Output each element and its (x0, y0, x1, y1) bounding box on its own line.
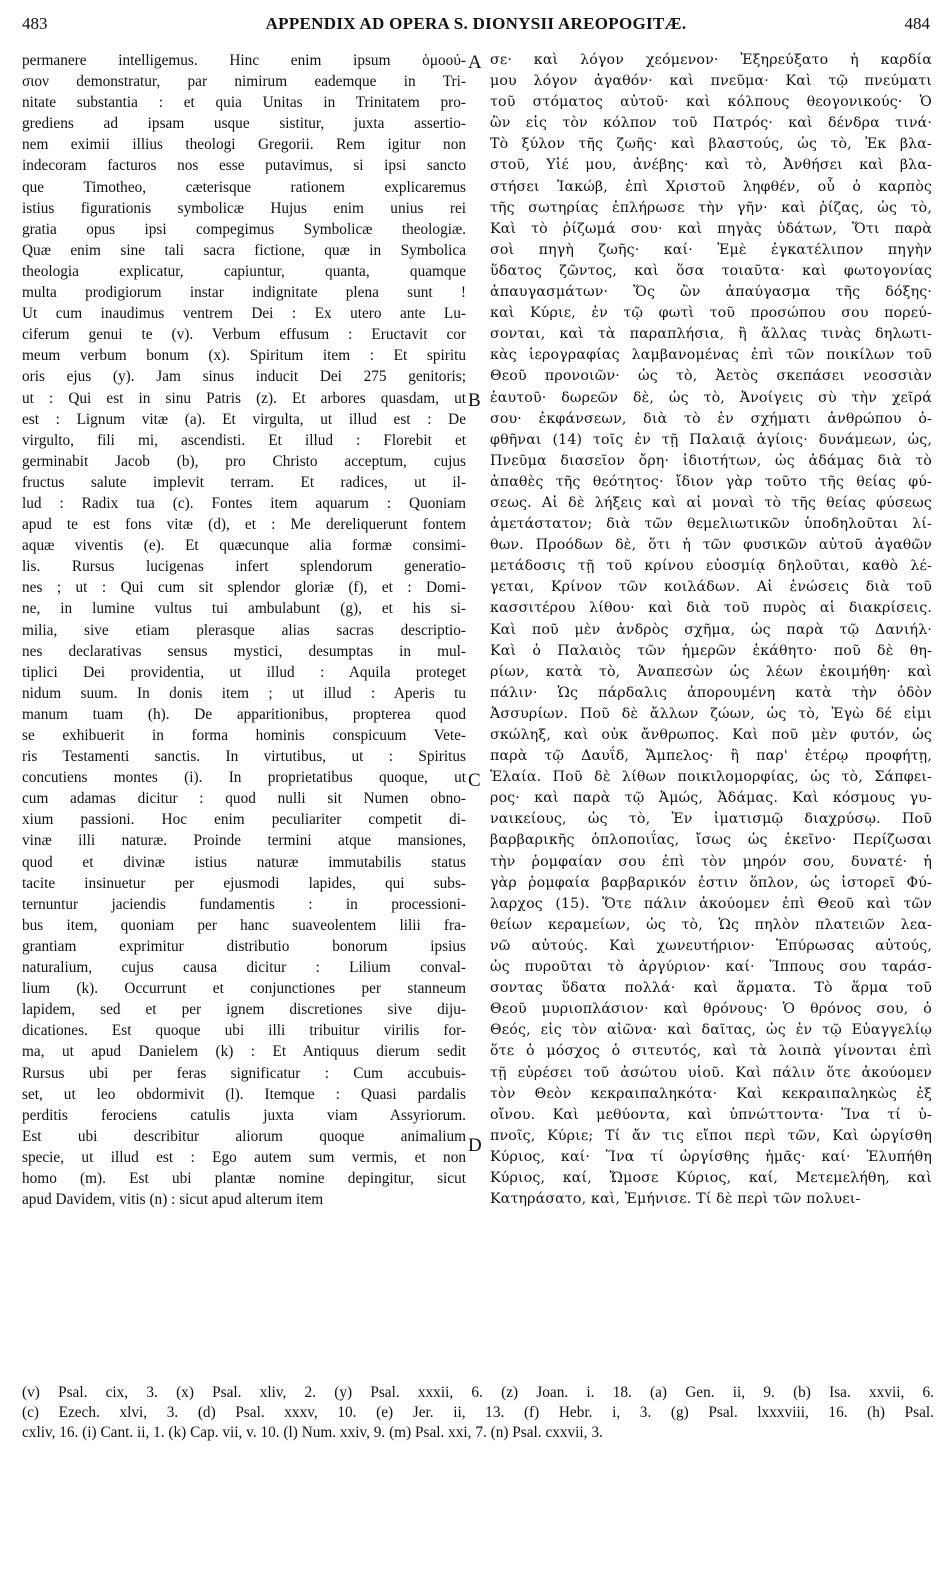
margin-marker-a: A (468, 52, 482, 73)
text-line: ναικείους, ὡς τὸ, Ἐν ἱματισμῷ διαχρύσῳ. Ποῦ (490, 811, 932, 828)
text-line: se exhibuerit in forma hominis conspicuum Vete- (22, 727, 466, 744)
text-line: ἑαυτοῦ· δωρεῶν δὲ, ὡς τὸ, Ἀνοίγεις σὺ τὴν χεῖρά (490, 389, 932, 406)
text-line: ternuntur jaciendis fundamentis : in processioni- (22, 895, 466, 913)
greek-column (490, 50, 932, 1210)
footnotes (22, 1383, 934, 1443)
text-line: istius figurationis symbolicæ Hujus enim unius rei (22, 199, 466, 217)
text-line: vinæ illi naturæ. Proinde termini atque mansiones, (22, 832, 466, 850)
text-line: grediens ad ipsam usque sistitur, juxta assertio- (22, 115, 466, 133)
text-line: indecoram facturos nos esse putavimus, si ipsi sancto (22, 157, 466, 175)
text-line: Καὶ τὸ ῥίζωμά σου· καὶ πηγὰς ὑδάτων, Ὅτι παρὰ (490, 220, 932, 237)
text-line: set, ut leo obdormivit (l). Itemque : Quasi pardalis (22, 1085, 466, 1103)
text-line: germinabit Jacob (b), pro Christo acceptum, cujus (22, 452, 466, 470)
text-line: naturalium, cujus causa dicitur : Lilium conval- (22, 959, 466, 977)
text-line: apud Davidem, vitis (n) : sicut apud alterum item (22, 1191, 324, 1209)
text-line: κὰς ἱερογραφίας λαμβανομένας ἐπὶ τῶν ποικίλων τοῦ (490, 347, 932, 364)
text-line: lis. Rursus lucigenas infert splendorum generatio- (22, 558, 466, 576)
latin-column (22, 50, 466, 1210)
text-line: grantiam exprimitur distributio bonorum ipsius (22, 937, 466, 955)
text-line: est : Lignum vitæ (a). Et virgulta, ut illud est : De (22, 410, 466, 428)
margin-marker-d: D (468, 1135, 482, 1156)
text-line: fructus salute implevit terram. Et radices, ut il- (22, 473, 466, 491)
text-line: que Timotheo, cæterisque rationem explicaremus (22, 178, 466, 196)
page-number-left: 483 (22, 14, 48, 33)
text-line: quod et divinæ istius naturæ immutabilis status (22, 853, 466, 871)
text-line: Τὸ ξύλον τῆς ζωῆς· καὶ βλαστούς, ὡς τὸ, Ἐκ βλα- (490, 136, 932, 153)
text-line: ἀμετάστατον; διὰ τῶν θεμελιωτικῶν ὑποδηλοῦται λί- (490, 516, 932, 533)
text-line: καὶ Κύριε, ἐν τῷ φωτὶ τοῦ προσώπου σου πορεύ- (490, 305, 932, 322)
text-line: theologia explicatur, capiuntur, quanta, quamque (22, 262, 466, 280)
text-line: Ut cum inaudimus ventrem Dei : Ex utero ante Lu- (22, 305, 466, 323)
footnote-line: (v) Psal. cix, 3. (x) Psal. xliv, 2. (y) Psal. xxxii, 6. (z) Joan. i. 18. (a) Gen. ii, 9. (b) Isa. xxvii, 6. (22, 1384, 934, 1401)
text-line: σοὶ πηγὴ ζωῆς· καί· Ἐμὲ ἐγκατέλιπον πηγὴν (490, 241, 932, 258)
footnote-line: (c) Ezech. xlvi, 3. (d) Psal. xxxv, 10. (e) Jer. ii, 13. (f) Hebr. i, 3. (g) Psal. lxxxviii, 16. (h) Psal. (22, 1404, 934, 1421)
text-line: bus item, quoniam per hanc suaveolentem lilii fra- (22, 916, 466, 934)
margin-marker-b: B (468, 390, 481, 411)
text-line: Θεοῦ μυριοπλάσιον· καὶ θρόνους· Ὁ θρόνος σου, ὁ (490, 1001, 932, 1018)
text-line: Ἀσσυρίων. Ποῦ δὲ ἄλλων ζώων, ὡς τὸ, Ἐγὼ δέ εἰμι (490, 705, 932, 722)
text-line: οἴνου. Καὶ μεθύοντα, καὶ ὑπνώττοντα· Ἵνα τί ὑ- (490, 1106, 932, 1123)
text-line: ρος· καὶ παρὰ τῷ Ἀμώς, Ἀδάμας. Καὶ κόσμους γυ- (490, 790, 932, 807)
text-line: milia, sive etiam plerasque alias sacras descriptio- (22, 621, 466, 639)
text-line: στήσει Ἰακώβ, ἐπὶ Χριστοῦ ληφθέν, οὗ ὁ καρπὸς (490, 178, 932, 195)
text-line: τοῦ στόματος αὐτοῦ· καὶ κόλπους θεογονικούς· Ὁ (490, 94, 932, 111)
text-line: nes declarativas sensus mystici, desumptas in mul- (22, 642, 466, 660)
text-line: σεως. Αἱ δὲ λήξεις καὶ αἱ μοναὶ τὸ τῆς θείας φύσεως (490, 494, 932, 511)
text-line: στοῦ, Υἱέ μου, ἀνέβης· καὶ τὸ, Ἀνθήσει καὶ βλα- (490, 157, 932, 174)
text-line: τὸν Θεὸν κεκραιπαληκότα· Καὶ κεκραιπαληκὼς ἐξ (490, 1085, 932, 1102)
text-line: μου λόγον ἀγαθόν· καὶ πνεῦμα· Καὶ τῷ πνεύματι (490, 73, 932, 90)
margin-marker-c: C (468, 770, 481, 791)
text-line: homo (m). Est ubi plantæ nomine depingitur, sicut (22, 1169, 466, 1187)
text-line: concutiens montes (i). In proprietatibus quoque, ut (22, 769, 466, 787)
text-line: ut : Qui est in sinu Patris (z). Et arbores quasdam, ut (22, 389, 466, 407)
page-header (22, 14, 930, 40)
text-line: ma, ut apud Danielem (k) : Et Antiquus dierum sedit (22, 1043, 466, 1061)
text-line: βαρβαρικῆς ὁπλοποιΐας, ἴσως ὡς ἐκεῖνο· Περίζωσαι (490, 832, 932, 849)
text-line: oris ejus (y). Jam sinus inducit Dei 275 genitoris; (22, 368, 466, 386)
text-line: σκώληξ, καὶ οὐκ ἄνθρωπος. Καὶ ποῦ μὲν φυτόν, ὡς (490, 727, 932, 743)
text-line: Κύριος, καί· Ἵνα τί ὠργίσθης ἡμᾶς· καί· Ἐλυπήθη (490, 1148, 932, 1165)
text-line: Καὶ ποῦ μὲν ἀνδρὸς σχῆμα, ὡς παρὰ τῷ Δανιήλ· (490, 621, 932, 638)
text-line: Κύριος, καί, Ὤμοσε Κύριος, καί, Μετεμελήθη, καὶ (490, 1169, 932, 1186)
text-line: παρὰ τῷ Δαυΐδ, Ἄμπελος· ἢ παρ' ἑτέρῳ προφήτῃ, (490, 748, 932, 765)
text-line: τὴν ῥομφαίαν σου ἐπὶ τὸν μηρόν σου, δυνατέ· ἡ (490, 853, 932, 870)
text-line: Καὶ ὁ Παλαιὸς τῶν ἡμερῶν ἐκάθητο· ποῦ δὲ θη- (490, 642, 932, 659)
text-line: σου· ἐκφάνσεων, διὰ τὸ ἐν σχήματι ἀνθρώπου ὀ- (490, 410, 932, 427)
text-line: nem eximii illius theologi Gregorii. Rem igitur non (22, 136, 466, 154)
text-line: gratia opus ipsi compegimus Symbolicæ theologiæ. (22, 220, 466, 238)
text-line: ὢν εἰς τὸν κόλπον τοῦ Πατρός· καὶ δένδρα τινά· (490, 115, 932, 132)
text-line: Πνεῦμα διασεῖον ὄρη· ἰδιοτήτων, ὡς ἀδάμας διὰ τὸ (490, 452, 932, 469)
text-line: τῆς σωτηρίας ἐπλήρωσε τὴν γῆν· καὶ ῥίζας, ὡς τὸ, (490, 199, 932, 216)
text-line: πνοῖς, Κύριε; Τί ἄν τις εἴποι περὶ τῶν, Καὶ ὠργίσθη (490, 1127, 932, 1144)
text-line: ρίων, κατὰ τὸ, Ἀναπεσὼν ὡς λέων ἐκοιμήθη· καὶ (490, 663, 932, 680)
text-line: πάλιν· Ὡς πάρδαλις ἀπορουμένη κατὰ τὴν ὁδὸν (490, 684, 932, 701)
text-line: Θεοῦ προνοιῶν· ὡς τὸ, Ἀετὸς σκεπάσει νεοσσιὰν (490, 368, 932, 385)
text-line: nidum suum. In donis item ; ut illud : Aperis tu (22, 684, 466, 702)
text-line: ne, in lumine vultus tui ambulabunt (g), et his si- (22, 600, 466, 618)
text-line: ἀπαυγασμάτων· Ὅς ὢν ἀπαύγασμα τῆς δόξης· (490, 284, 932, 301)
text-line: ὡς πυροῦται τὸ ἀργύριον· καί· Ἵππους σου ταράσ- (490, 959, 932, 976)
text-line: Κατηράσατο, καὶ, Ἐμήνισε. Τί δὲ περὶ τῶν πολυει- (490, 1191, 861, 1208)
text-line: permanere intelligemus. Hinc enim ipsum ὁμοού- (22, 52, 466, 69)
text-line: xium passioni. Hoc enim peculiariter competit di- (22, 811, 466, 829)
text-line: γεται, Κρίνον τῶν κοιλάδων. Αἱ ἑνώσεις διὰ τοῦ (490, 579, 932, 596)
text-line: σε· καὶ λόγον χεόμενον· Ἐξηρεύξατο ἡ καρδία (490, 52, 932, 68)
text-line: ἀπαθὲς τῆς θεότητος· ἴδιον γὰρ τοῦτο τῆς θείας φύ- (490, 473, 932, 490)
running-title: APPENDIX AD OPERA S. DIONYSII AREOPOGITÆ. (265, 14, 687, 33)
text-line: ὅτε ὁ μόσχος ὁ σιτευτός, καὶ τὰ λοιπὰ γίνονται ἐπὶ (490, 1043, 932, 1060)
text-line: tacite insinuetur per ejusmodi lapides, qui subs- (22, 874, 466, 892)
text-line: σοντας ὕδατα πολλά· καὶ ἅρματα. Τὸ ἅρμα τοῦ (490, 980, 932, 997)
text-line: perditis ferociens catulis juxta viam Assyriorum. (22, 1106, 466, 1124)
text-line: Est ubi describitur aliorum quoque animalium (22, 1127, 466, 1145)
page-number-right: 484 (904, 14, 930, 33)
text-line: φθῆναι (14) τοῖς ἐν τῇ Παλαιᾷ ἁγίοις· δυνάμεων, ὡς, (490, 431, 932, 448)
text-line: Θεός, εἰς τὸν αἰῶνα· καὶ δαῖτας, ὡς ἐν τῷ Εὐαγγελίῳ (490, 1022, 932, 1039)
text-line: ὕδατος ζῶντος, καὶ ὅσα τοιαῦτα· καὶ φωτογονίας (490, 262, 932, 279)
text-line: meum verbum bonum (x). Spiritum item : Et spiritu (22, 347, 466, 365)
text-line: μετάδοσις τῇ τοῦ κρίνου εὐοσμίᾳ δηλοῦται, καθὸ λέ- (490, 558, 932, 575)
text-line: Quæ enim sine tali sacra fictione, quæ in Symbolica (22, 241, 466, 259)
text-line: σονται, καὶ τὰ παραπλήσια, ἢ ἄλλας τινὰς δηλωτι- (490, 326, 932, 343)
text-line: νῶ αὐτούς. Καὶ χωνευτήριον· Ἐπύρωσας αὐτούς, (490, 937, 932, 954)
text-line: ris Testamenti sanctis. In virtutibus, ut : Spiritus (22, 748, 466, 766)
text-line: nes ; ut : Qui cum sit splendor gloriæ (f), et : Domi- (22, 579, 466, 597)
text-line: tiplici Dei providentia, ut illud : Aquila proteget (22, 663, 466, 681)
text-line: nitate substantia : et quia Unitas in Trinitatem pro- (22, 94, 466, 112)
text-line: manum tuam (h). De apparitionibus, propterea quod (22, 705, 466, 723)
text-line: γὰρ ῥομφαία βαρβαρικόν ἐστιν ὅπλον, ὡς ἱστορεῖ Φύ- (490, 874, 932, 891)
text-line: θων. Προόδων δὲ, ὅτι ἡ τῶν φυσικῶν αὐτοῦ ἀγαθῶν (490, 537, 932, 554)
text-line: lapidem, sed et per ignem discretiones sive diju- (22, 1001, 466, 1019)
text-line: Rursus ubi per feras significatur : Cum accubuis- (22, 1064, 466, 1082)
text-line: specie, ut illud est : Ego autem sum vermis, et non (22, 1148, 466, 1166)
text-line: dicationes. Est quoque ubi illi tribuitur virilis for- (22, 1022, 466, 1040)
text-line: lium (k). Occurrunt et conjunctiones per stanneum (22, 980, 466, 998)
footnote-line: cxliv, 16. (i) Cant. ii, 1. (k) Cap. vii, v. 10. (l) Num. xxiv, 9. (m) Psal. xxi, 7. (n) Psal. cxxvii, 3. (22, 1424, 603, 1441)
text-line: cum adamas dicitur : quod nulli sit Numen obno- (22, 790, 466, 808)
text-line: ciferum genui te (v). Verbum effusum : Eructavit cor (22, 326, 466, 344)
text-line: lud : Radix tua (c). Fontes item aquarum : Quoniam (22, 494, 466, 512)
text-line: θείων κεραμείων, ὡς τὸ, Ὡς πηλὸν πλατειῶν λεα- (490, 916, 932, 933)
text-line: multa prodigiorum instar indignitate plena sunt ! (22, 284, 466, 302)
text-line: Ἐλαία. Ποῦ δὲ λίθων ποικιλομορφίας, ὡς τὸ, Σάπφει- (490, 769, 932, 786)
text-line: σιον demonstratur, par nimirum eademque in Tri- (22, 73, 466, 91)
text-line: κασσιτέρου λίθου· καὶ διὰ τοῦ πυρὸς αἱ διακρίσεις. (490, 600, 932, 617)
text-line: virgulto, fili mi, ascendisti. Et illud : Florebit et (22, 431, 466, 449)
text-line: λαρχος (15). Ὅτε πάλιν ἀκούομεν ἐπὶ Θεοῦ καὶ τῶν (490, 895, 932, 912)
text-line: aquæ viventis (e). Et quæcunque alia formæ consimi- (22, 537, 466, 555)
text-line: apud te est fons vitæ (d), et : Me dereliquerunt fontem (22, 516, 466, 534)
text-line: τῇ εὑρέσει τοῦ ἀσώτου υἱοῦ. Καὶ πάλιν ὅτε ἀκούομεν (490, 1064, 932, 1081)
